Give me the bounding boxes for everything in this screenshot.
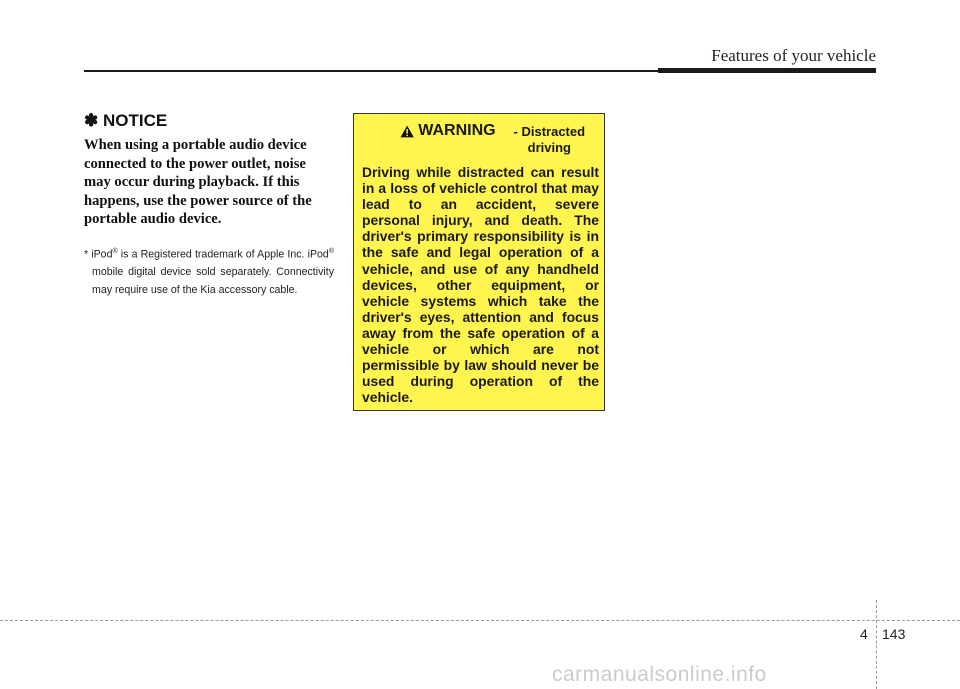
footer-vertical-dash bbox=[876, 600, 877, 689]
notice-heading bbox=[84, 111, 334, 131]
footer-dashed-rule bbox=[0, 620, 960, 621]
warning-box bbox=[353, 113, 605, 411]
warning-word: WARNING bbox=[418, 122, 496, 139]
registered-mark: ® bbox=[112, 247, 118, 255]
page-number-value: 143 bbox=[882, 626, 906, 642]
warning-triangle-icon bbox=[400, 124, 414, 139]
notice-title: NOTICE bbox=[102, 111, 168, 130]
registered-mark: ® bbox=[328, 247, 334, 255]
notice-symbol-icon: ✽ bbox=[84, 111, 99, 130]
notice-body: When using a portable audio device connected to the power outlet, noise may occur during playback. If this happens, use the power source of the portable audio device. bbox=[84, 137, 312, 228]
footnote-star: * bbox=[84, 248, 89, 261]
warning-subject: - Distracted driving bbox=[513, 124, 586, 155]
footnote-ipod-2: iPod bbox=[307, 248, 329, 261]
chapter-number: 4 bbox=[860, 626, 868, 642]
footnote-text-1: is a Registered trademark of Apple Inc. bbox=[117, 248, 308, 261]
header-rule-accent bbox=[658, 68, 876, 73]
footnote-text-2: mobile digital device sold separately. Connectivity may require use of the Kia accessory cable. bbox=[92, 266, 334, 296]
watermark: carmanualsonline.info bbox=[552, 663, 767, 686]
header-title: Features of your vehicle bbox=[711, 46, 876, 65]
warning-body: Driving while distracted can result in a loss of vehicle control that may lead to an accident, severe personal injury, and death. The driver's primary responsibility is in the safe and legal operation of a vehicle, and use of any handheld devices, other equipment, or vehicle systems which take the driver's eyes, attention and focus away from the safe operation of a vehicle or which are not permissible by law should never be used during operation of the vehicle. bbox=[362, 164, 599, 406]
warning-header bbox=[400, 122, 599, 156]
footnote bbox=[84, 243, 334, 299]
footnote-ipod-1: iPod bbox=[91, 248, 113, 261]
notice-section bbox=[84, 111, 334, 299]
